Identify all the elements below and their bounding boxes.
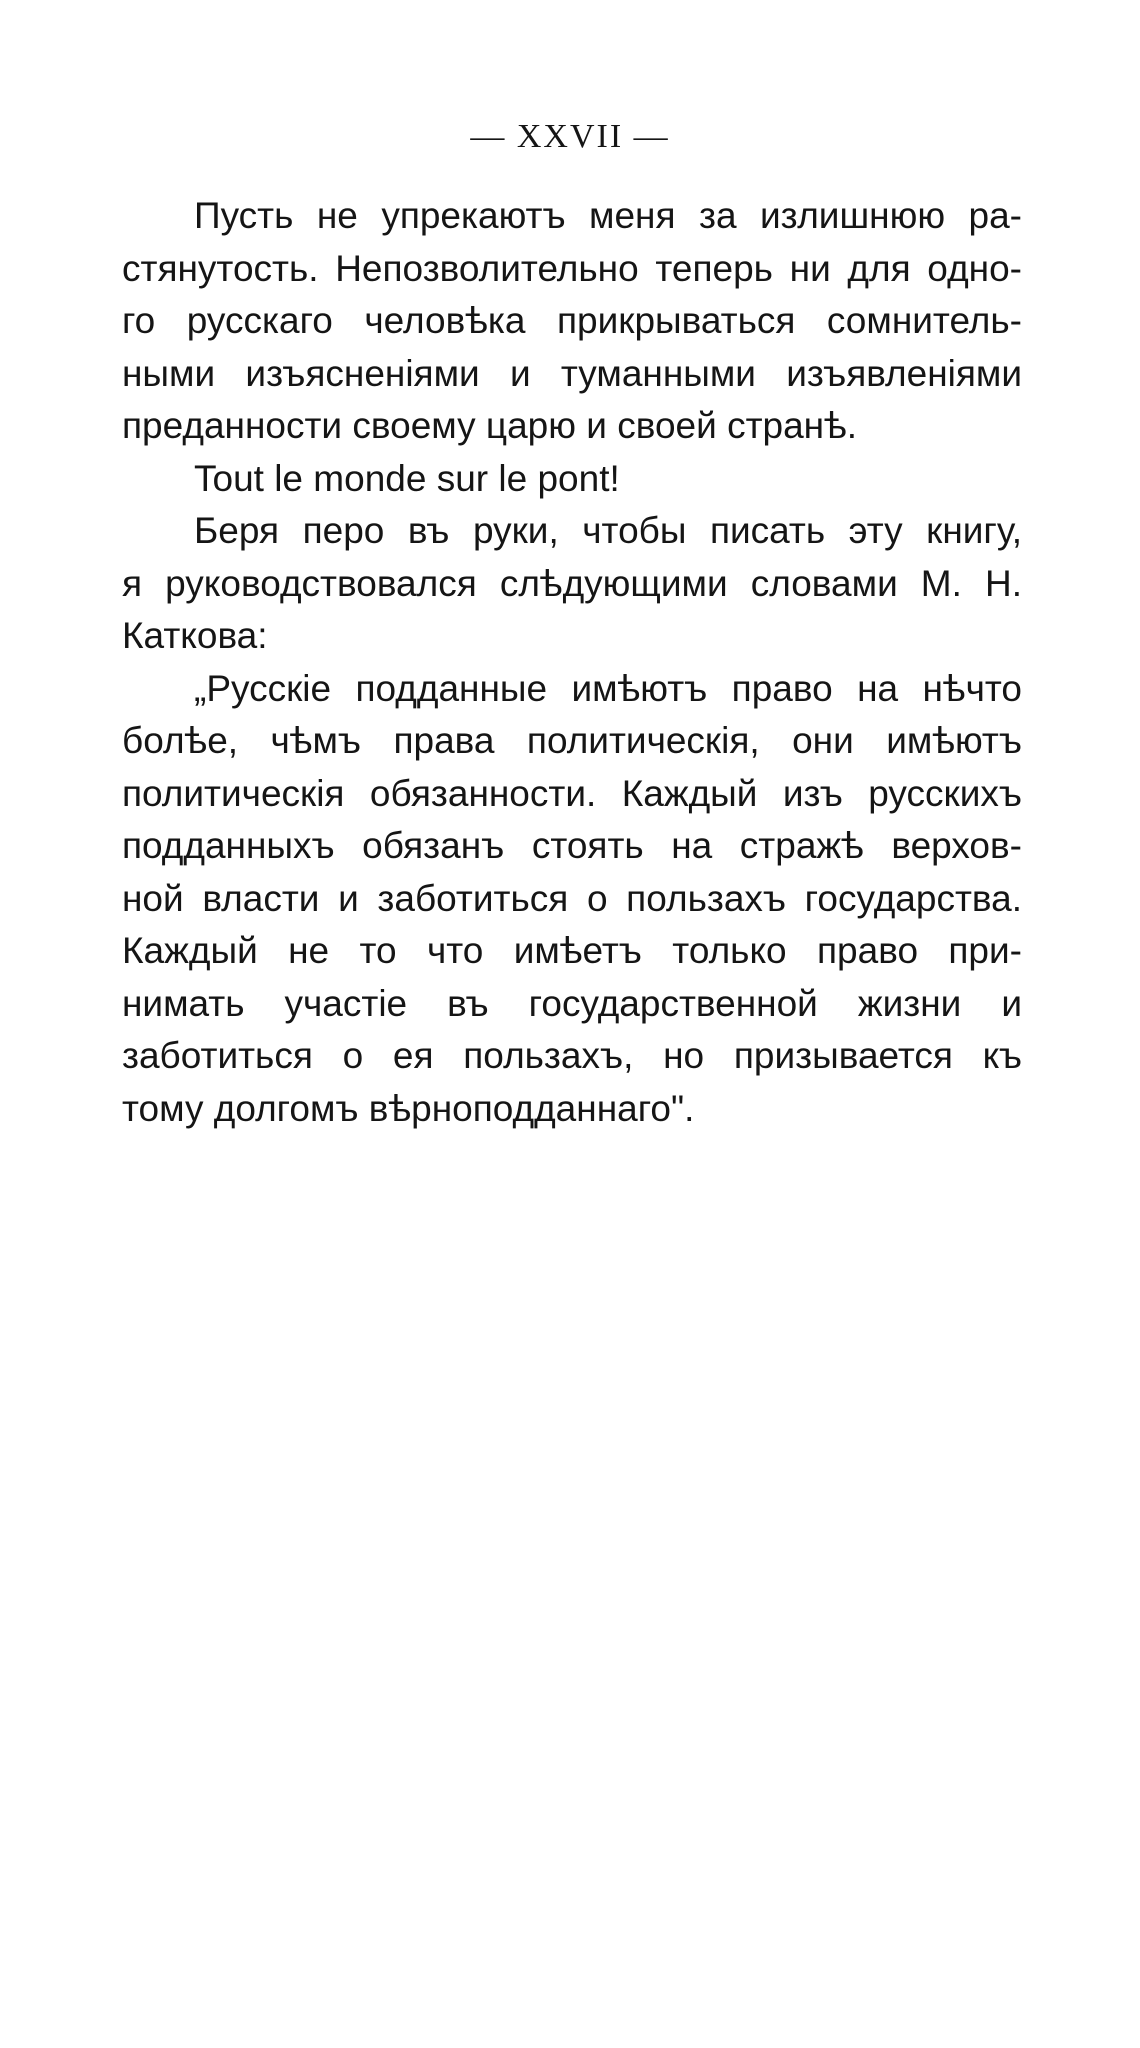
- paragraph-1-line-1: Пусть не упрекаютъ меня за излишнюю ра-: [194, 195, 1022, 236]
- quote-line-2: болѣе, чѣмъ права политическія, они имѣютъ: [122, 720, 1022, 761]
- quote-line-8: заботиться о ея пользахъ, но призывается къ: [122, 1035, 1022, 1076]
- paragraph-3-line-2: я руководствовался слѣдующими словами М. Н.: [122, 562, 1022, 604]
- paragraph-1-line-4: ными изъясненіями и туманными изъявленіями: [122, 352, 1022, 394]
- page-number: — XXVII —: [470, 118, 670, 155]
- paragraph-1-line-5: преданности своему царю и своей странѣ.: [122, 405, 858, 446]
- quote-line-7: нимать участіе въ государственной жизни и: [122, 982, 1022, 1024]
- paragraph-3-line-3: Каткова:: [122, 615, 268, 656]
- quote-line-5: ной власти и заботиться о пользахъ государства.: [122, 877, 1022, 919]
- quote-line-3: политическія обязанности. Каждый изъ русскихъ: [122, 772, 1022, 814]
- quote-line-6: Каждый не то что имѣетъ только право при-: [122, 930, 1022, 971]
- paragraph-1-line-2: стянутость. Непозволительно теперь ни для одно-: [122, 247, 1022, 289]
- quote-line-4: подданныхъ обязанъ стоять на стражѣ верхов-: [122, 825, 1022, 866]
- paragraph-3-line-1: Беря перо въ руки, чтобы писать эту книгу,: [194, 510, 1022, 551]
- body-text: [122, 190, 1022, 1135]
- paragraph-1-line-3: го русскаго человѣка прикрываться сомнитель-: [122, 300, 1022, 341]
- quote-line-1: „Русскіе подданные имѣютъ право на нѣчто: [194, 667, 1022, 709]
- quote-line-9: тому долгомъ вѣрноподданнаго".: [122, 1087, 695, 1129]
- paragraph-2-line-1: Tout le monde sur le pont!: [194, 457, 620, 499]
